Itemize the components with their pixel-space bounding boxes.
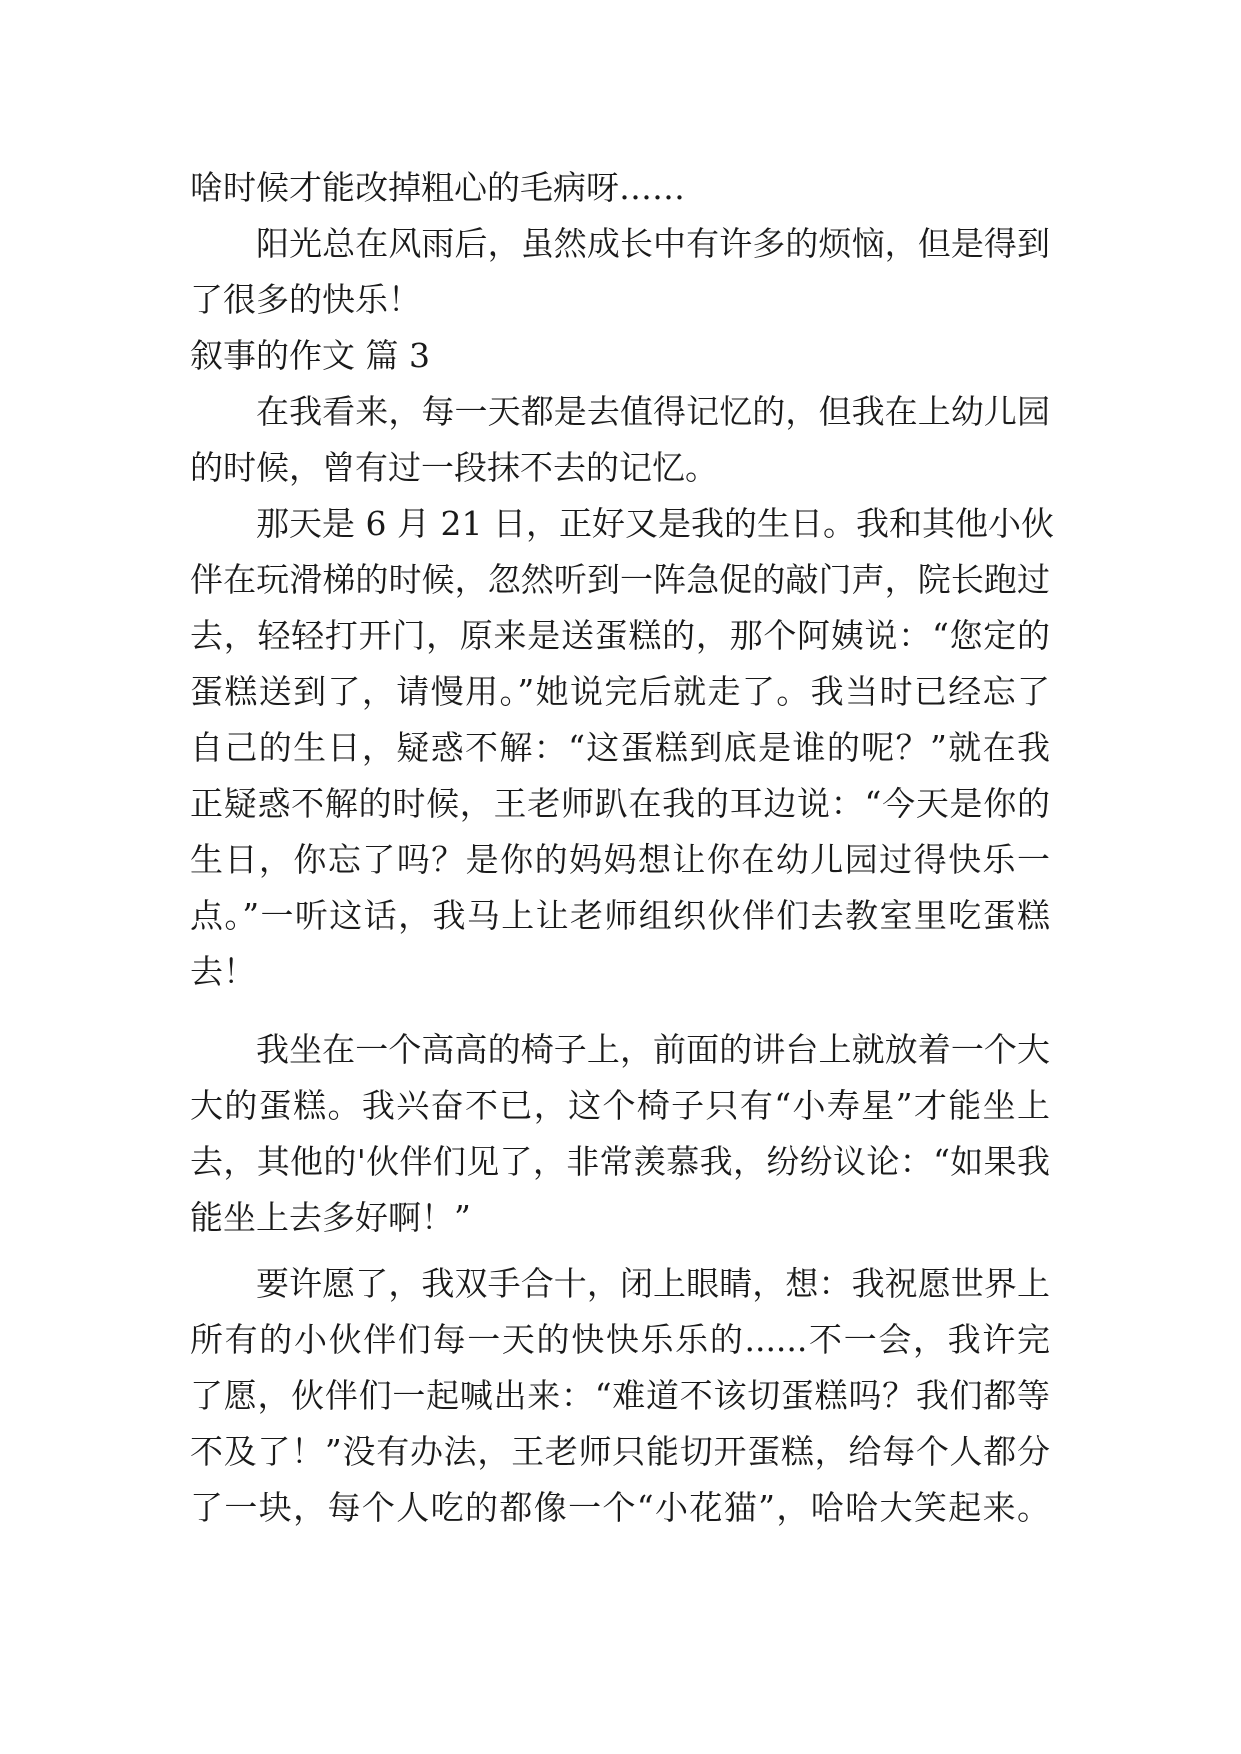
paragraph-first-line: 阳光总在风雨后，虽然成长中有许多的烦恼，但是得到 — [256, 224, 1050, 263]
paragraph-first-line: 我坐在一个高高的椅子上，前面的讲台上就放着一个大 — [256, 1030, 1050, 1069]
text-line: 了很多的快乐！ — [190, 280, 421, 319]
text-line: 伴在玩滑梯的时候，忽然听到一阵急促的敲门声，院长跑过 — [190, 560, 1050, 599]
text-line: 了一块，每个人吃的都像一个“小花猫”，哈哈大笑起来。 — [190, 1488, 1050, 1527]
text-line: 去，轻轻打开门，原来是送蛋糕的，那个阿姨说：“您定的 — [190, 616, 1050, 655]
text-line: 的时候，曾有过一段抹不去的记忆。 — [190, 448, 718, 487]
text-line: 正疑惑不解的时候，王老师趴在我的耳边说：“今天是你的 — [190, 784, 1050, 823]
paragraph-first-line: 那天是 6 月 21 日，正好又是我的生日。我和其他小伙 — [256, 504, 1054, 543]
text-line: 蛋糕送到了，请慢用。”她说完后就走了。我当时已经忘了 — [190, 672, 1050, 711]
text-line: 啥时候才能改掉粗心的毛病呀…… — [190, 168, 685, 207]
text-line: 所有的小伙伴们每一天的快快乐乐的......不一会，我许完 — [190, 1320, 1050, 1359]
text-line: 能坐上去多好啊！” — [190, 1198, 471, 1237]
text-line: 生日，你忘了吗？是你的妈妈想让你在幼儿园过得快乐一 — [190, 840, 1050, 879]
text-line: 了愿，伙伴们一起喊出来：“难道不该切蛋糕吗？我们都等 — [190, 1376, 1050, 1415]
text-line: 点。”一听这话，我马上让老师组织伙伴们去教室里吃蛋糕 — [190, 896, 1050, 935]
paragraph-first-line: 在我看来，每一天都是去值得记忆的，但我在上幼儿园 — [256, 392, 1050, 431]
text-line: 不及了！”没有办法，王老师只能切开蛋糕，给每个人都分 — [190, 1432, 1050, 1471]
section-heading: 叙事的作文 篇 3 — [190, 336, 430, 375]
text-line: 自己的生日，疑惑不解：“这蛋糕到底是谁的呢？”就在我 — [190, 728, 1050, 767]
text-line: 去，其他的'伙伴们见了，非常羡慕我，纷纷议论：“如果我 — [190, 1142, 1050, 1181]
paragraph-first-line: 要许愿了，我双手合十，闭上眼睛，想：我祝愿世界上 — [256, 1264, 1050, 1303]
text-line: 去！ — [190, 952, 256, 991]
text-line: 大的蛋糕。我兴奋不已，这个椅子只有“小寿星”才能坐上 — [190, 1086, 1050, 1125]
